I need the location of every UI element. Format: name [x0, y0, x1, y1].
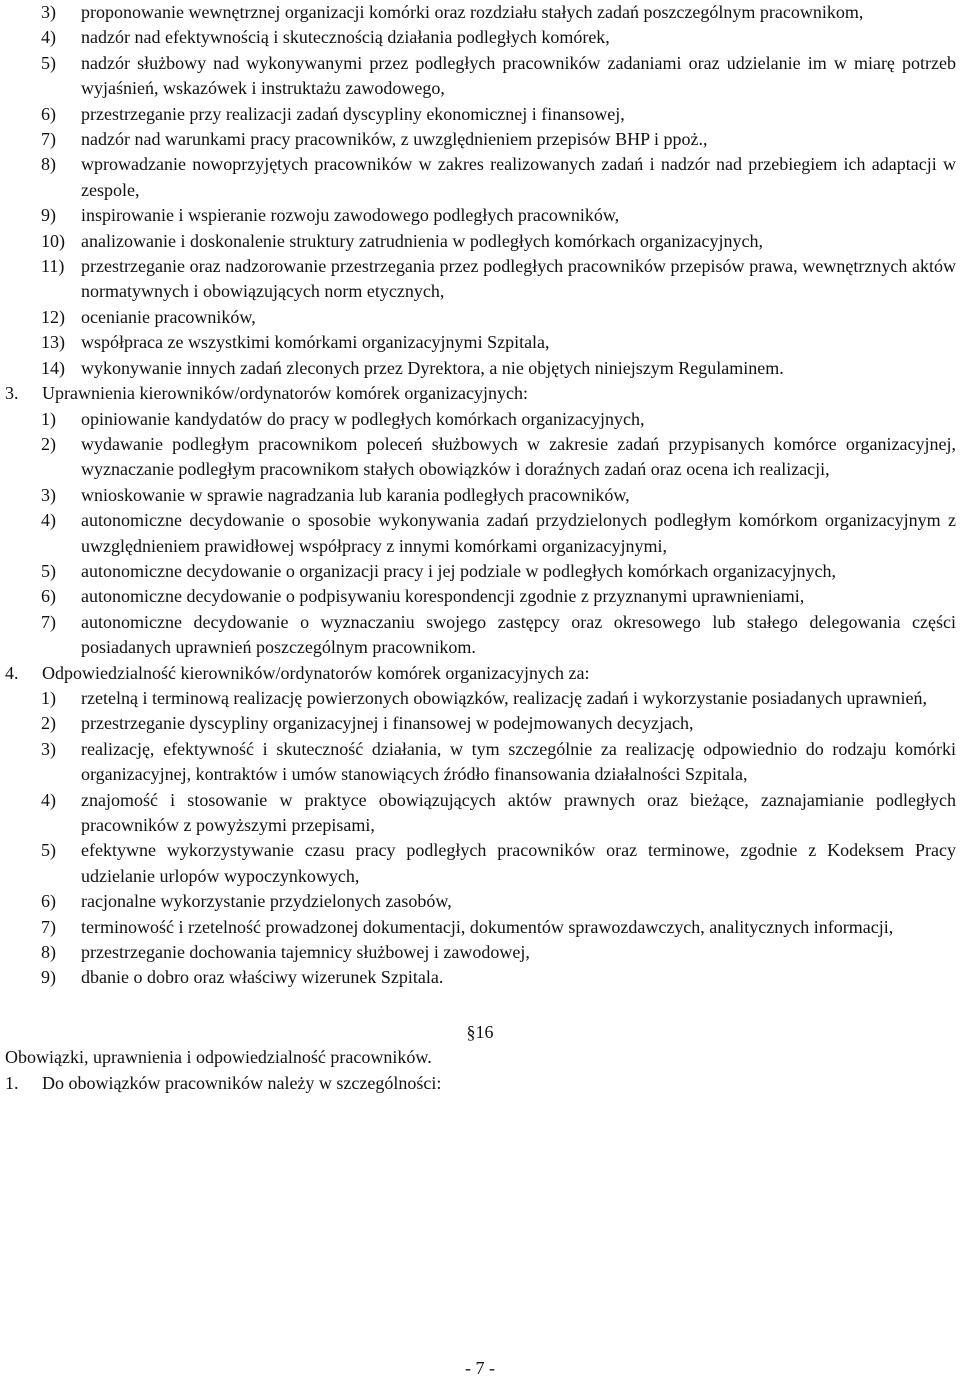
list-item-number: 4): [41, 789, 56, 810]
section-3: [0, 381, 956, 406]
list-item-text: wykonywanie innych zadań zleconych przez Dyrektora, a nie objętych niniejszym Regulaminem.: [81, 357, 784, 378]
list-item-text: nadzór służbowy nad wykonywanymi przez podległych pracowników zadaniami oraz udzielanie im w miarę potrzeb wyjaśnień, wskazówek i instruktażu zawodowego,: [81, 52, 956, 99]
list-item: [0, 711, 956, 736]
list-item-number: 1): [41, 408, 56, 429]
list-item-number: 1): [41, 687, 56, 708]
list-item-number: 5): [41, 52, 56, 73]
list-item-number: 9): [41, 205, 56, 226]
list-item-text: nadzór nad warunkami pracy pracowników, z uwzględnieniem przepisów BHP i ppoż.,: [81, 129, 708, 150]
list-item-text: przestrzeganie oraz nadzorowanie przestrzegania przez podległych pracowników przepisów prawa, wewnętrznych aktów normatywnych i obowiązujących norm etycznych,: [81, 256, 956, 302]
list-item-number: 2): [41, 713, 56, 734]
list-item-text: przestrzeganie dochowania tajemnicy służbowej i zawodowej,: [81, 942, 530, 963]
list-item: [0, 584, 956, 609]
list-item: [0, 51, 956, 102]
list-item: [0, 559, 956, 584]
list-item-text: autonomiczne decydowanie o wyznaczaniu swojego zastępcy oraz okresowego lub stałego delegowania części posiadanych uprawnień poszczególnym pracownikom.: [81, 611, 956, 658]
list-item-text: autonomiczne decydowanie o podpisywaniu korespondencji zgodnie z przyznanymi uprawnieniami,: [81, 586, 805, 607]
section-number: 3.: [5, 383, 19, 404]
list-item-number: 8): [41, 154, 56, 175]
list-item-text: ocenianie pracowników,: [81, 306, 256, 327]
list-item-number: 2): [41, 433, 56, 454]
list-item: [0, 610, 956, 661]
list-item-number: 12): [41, 306, 65, 327]
list-item-text: wnioskowanie w sprawie nagradzania lub karania podległych pracowników,: [81, 484, 630, 505]
list-item-number: 3): [41, 738, 56, 759]
list-item-number: 14): [41, 357, 65, 378]
list-item-number: 9): [41, 967, 56, 988]
paragraph-point-1: [0, 1071, 956, 1096]
list-item-number: 3): [41, 2, 56, 22]
list-item-text: analizowanie i doskonalenie struktury zatrudnienia w podległych komórkach organizacyjnych,: [81, 230, 763, 251]
list-item: [0, 330, 956, 355]
list-item-number: 5): [41, 840, 56, 861]
list-item: [0, 508, 956, 559]
list-item-number: 7): [41, 916, 56, 937]
list-item: [0, 254, 956, 305]
list-item: [0, 203, 956, 228]
list-item-text: autonomiczne decydowanie o organizacji pracy i jej podziale w podległych komórkach organizacyjnych,: [81, 560, 837, 581]
section-number: 4.: [5, 662, 19, 683]
list-item-text: opiniowanie kandydatów do pracy w podległych komórkach organizacyjnych,: [81, 408, 645, 429]
list-item: [0, 737, 956, 788]
list-item-number: 7): [41, 611, 56, 632]
list-item: [0, 940, 956, 965]
list-item-number: 11): [41, 256, 65, 277]
section-heading: Odpowiedzialność kierowników/ordynatorów komórek organizacyjnych za:: [42, 662, 590, 683]
list-item-number: 10): [41, 230, 65, 251]
list-item: [0, 915, 956, 940]
list-item-text: nadzór nad efektywnością i skutecznością działania podległych komórek,: [81, 27, 610, 48]
page-number: - 7 -: [465, 1358, 495, 1378]
list-item-number: 8): [41, 942, 56, 963]
list-item-number: 4): [41, 510, 56, 531]
list-item: [0, 686, 956, 711]
list-managers-responsibility: [0, 686, 960, 991]
list-item: [0, 838, 956, 889]
list-item: [0, 152, 956, 203]
list-item: [0, 356, 956, 381]
list-item-text: współpraca ze wszystkimi komórkami organizacyjnymi Szpitala,: [81, 332, 550, 353]
list-item-number: 3): [41, 484, 56, 505]
list-item: [0, 102, 956, 127]
section-4: [0, 661, 956, 686]
list-item: [0, 25, 956, 50]
list-item-text: dbanie o dobro oraz właściwy wizerunek Szpitala.: [81, 967, 444, 988]
list-managers-duties: [0, 0, 960, 381]
list-item-text: rzetelną i terminową realizację powierzonych obowiązków, realizację zadań i wykorzystanie posiadanych uprawnień,: [81, 687, 927, 708]
list-item: [0, 229, 956, 254]
point-text: Do obowiązków pracowników należy w szczególności:: [42, 1072, 442, 1093]
list-item: [0, 127, 956, 152]
list-item: [0, 0, 956, 25]
list-item: [0, 965, 956, 990]
list-item-number: 6): [41, 586, 56, 607]
list-item-number: 4): [41, 27, 56, 48]
list-item-number: 7): [41, 129, 56, 150]
list-item-text: autonomiczne decydowanie o sposobie wykonywania zadań przydzielonych podległym komórkom organizacyjnym z uwzględnieniem prawidłowej współpracy z innymi komórkami organizacyjnymi,: [81, 510, 956, 556]
paragraph-symbol: §16: [466, 1021, 494, 1042]
list-item-text: wydawanie podległym pracownikom poleceń służbowych w zakresie zadań przypisanych komórce organizacyjnej, wyznaczanie podległym pracownikom stałych obowiązków i doraźnych zadań oraz ocena ich realizacji,: [81, 433, 956, 480]
list-item-text: terminowość i rzetelność prowadzonej dokumentacji, dokumentów sprawozdawczych, analitycznych informacji,: [81, 916, 894, 937]
list-item-text: przestrzeganie przy realizacji zadań dyscypliny ekonomicznej i finansowej,: [81, 103, 625, 124]
list-item-text: znajomość i stosowanie w praktyce obowiązujących aktów prawnych oraz bieżące, zaznajamianie podległych pracowników z powyższymi przepisami,: [81, 789, 956, 835]
list-item: [0, 305, 956, 330]
paragraph-title: Obowiązki, uprawnienia i odpowiedzialność pracowników.: [5, 1047, 432, 1068]
list-item-number: 6): [41, 891, 56, 912]
list-item-text: realizację, efektywność i skuteczność działania, w tym szczególnie za realizację odpowiednio do rodzaju komórki organizacyjnej, kontraktów i umów stanowiących źródło finansowania działalności Szpitala,: [81, 738, 956, 785]
section-heading: Uprawnienia kierowników/ordynatorów komórek organizacyjnych:: [42, 383, 529, 404]
list-item: [0, 483, 956, 508]
list-item: [0, 407, 956, 432]
list-item: [0, 788, 956, 839]
list-item-text: proponowanie wewnętrznej organizacji komórki oraz rozdziału stałych zadań poszczególnym pracownikom,: [81, 2, 864, 22]
list-item-number: 6): [41, 103, 56, 124]
point-number: 1.: [5, 1072, 19, 1093]
list-managers-rights: [0, 407, 960, 661]
list-item-text: efektywne wykorzystywanie czasu pracy podległych pracowników oraz terminowe, zgodnie z Kodeksem Pracy udzielanie urlopów wypoczynkowych,: [81, 840, 956, 886]
list-item-text: przestrzeganie dyscypliny organizacyjnej i finansowej w podejmowanych decyzjach,: [81, 713, 694, 734]
list-item: [0, 889, 956, 914]
list-item-text: racjonalne wykorzystanie przydzielonych zasobów,: [81, 891, 452, 912]
list-item-number: 13): [41, 332, 65, 353]
list-item-text: inspirowanie i wspieranie rozwoju zawodowego podległych pracowników,: [81, 205, 620, 226]
list-item: [0, 432, 956, 483]
list-item-text: wprowadzanie nowoprzyjętych pracowników w zakres realizowanych zadań i nadzór nad przebiegiem ich adaptacji w zespole,: [81, 154, 956, 200]
list-item-number: 5): [41, 560, 56, 581]
